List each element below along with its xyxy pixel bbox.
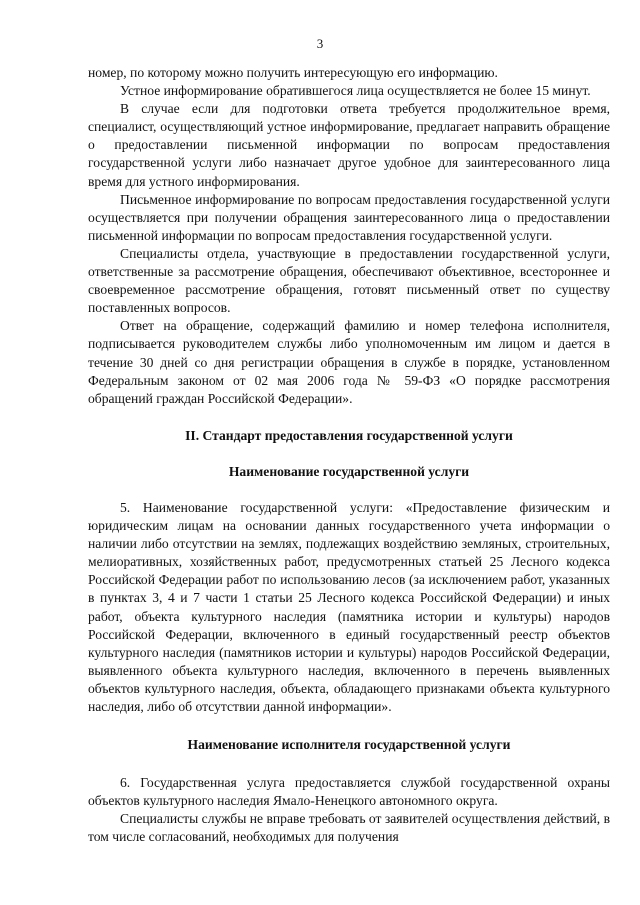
- paragraph-5: 5. Наименование государственной услуги: «Предоставление физическим и юридическим лицам на основании данных государственного учета информации о наличии либо отсутствии на землях, подлежащих воздействию земляных, строительных, мелиоративных, хозяйственных работ, предусмотренных статьей 25 Лесного кодекса Российской Федерации работ по использованию лесов (за исключением работ, указанных в пунктах 3, 4 и 7 части 1 статьи 25 Лесного кодекса Российской Федерации) и иных работ, объекта культурного наследия (памятника истории и культуры) народов Российской Федерации, включенного в единый государственный реестр объектов культурного наследия (памятников истории и культуры) народов Российской Федерации, выявленного объекта культурного наследия, включенного в перечень выявленных объектов культурного наследия, объекта, обладающего признаками объекта культурного наследия, либо об отсутствии данной информации».: [88, 499, 610, 714]
- section-heading: II. Стандарт предоставления государственной услуги: [185, 427, 513, 443]
- subheading-service-executor: Наименование исполнителя государственной услуги: [187, 737, 511, 753]
- paragraph-long-answer: В случае если для подготовки ответа требуется продолжительное время, специалист, осуществляющий устное информирование, предлагает направить обращение о предоставлении письменной информации по вопросам предоставления государственной услуги либо назначает другое удобное для заинтересованного лица время для устного информирования.: [88, 101, 610, 189]
- paragraph-specialists: Специалисты отдела, участвующие в предоставлении государственной услуги, ответственные за рассмотрение обращения, обеспечивают объективное, всестороннее и своевременное рассмотрение обращения, готовят письменный ответ по существу поставленных вопросов.: [88, 245, 610, 316]
- page-number: 3: [316, 36, 324, 51]
- paragraph-last: Специалисты службы не вправе требовать от заявителей осуществления действий, в том числе согласований, необходимых для получения: [88, 811, 610, 845]
- paragraph-continuation: номер, по которому можно получить интересующую его информацию.: [88, 65, 498, 80]
- paragraph-answer: Ответ на обращение, содержащий фамилию и номер телефона исполнителя, подписывается руководителем службы либо уполномоченным им лицом и дается в течение 30 дней со дня регистрации обращения в службе в порядке, установленном Федеральным законом от 02 мая 2006 года № 59-ФЗ «О порядке рассмотрения обращений граждан Российской Федерации».: [88, 318, 610, 406]
- subheading-service-name: Наименование государственной услуги: [228, 463, 470, 479]
- paragraph-written-info: Письменное информирование по вопросам предоставления государственной услуги осуществляется при получении обращения заинтересованного лица о предоставлении письменной информации по вопросам предоставления государственной услуги.: [88, 191, 610, 243]
- paragraph-oral-info: Устное информирование обратившегося лица осуществляется не более 15 минут.: [120, 83, 591, 99]
- document-body: [88, 64, 610, 847]
- paragraph-6: 6. Государственная услуга предоставляется службой государственной охраны объектов культурного наследия Ямало-Ненецкого автономного округа.: [88, 775, 610, 809]
